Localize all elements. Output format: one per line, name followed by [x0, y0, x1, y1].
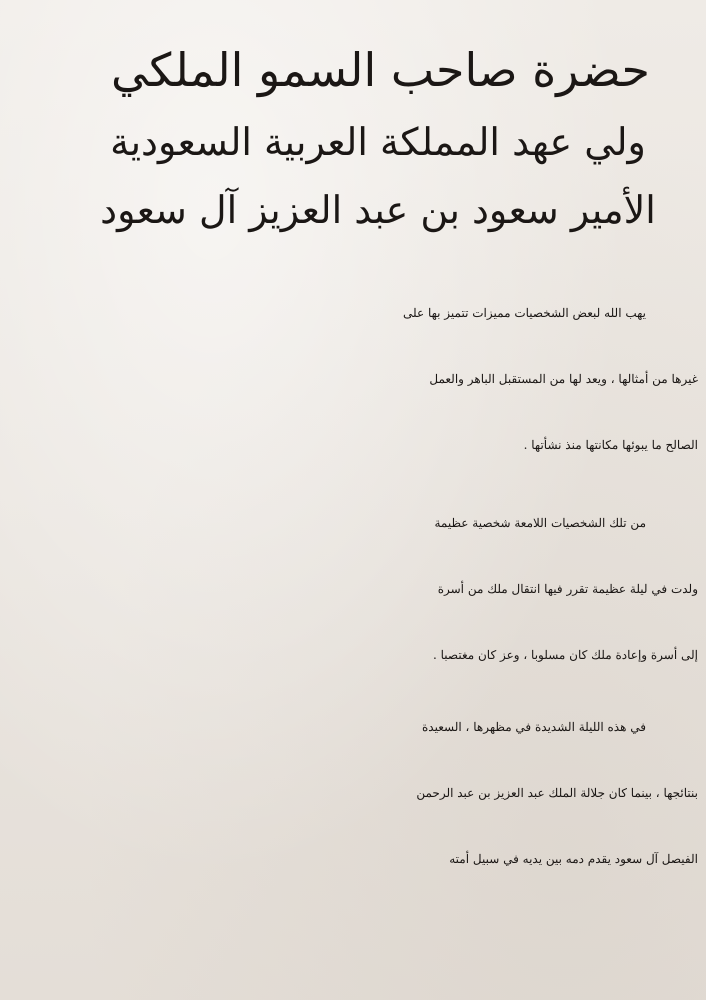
text-line: من تلك الشخصيات اللامعة شخصية عظيمة [434, 516, 646, 530]
paragraph-2 [0, 490, 706, 688]
header-subtitle: ولي عهد المملكة العربية السعودية [110, 120, 646, 164]
text-line: الصالح ما يبوئها مكانتها منذ نشأتها . [523, 438, 698, 452]
body-text [0, 280, 706, 892]
header-title: حضرة صاحب السمو الملكي [111, 43, 650, 97]
text-line: ولدت في ليلة عظيمة تقرر فيها انتقال ملك من أسرة [437, 582, 698, 596]
text-line: إلى أسرة وإعادة ملك كان مسلوبا ، وعز كان مغتصبا . [433, 648, 698, 662]
text-line: بنتائجها ، بينما كان جلالة الملك عبد العزيز بن عبد الرحمن [416, 786, 698, 800]
text-line: غيرها من أمثالها ، ويعد لها من المستقبل الباهر والعمل [429, 372, 698, 386]
text-line: الفيصل آل سعود يقدم دمه بين يديه في سبيل أمته [449, 852, 698, 866]
paragraph-3 [0, 694, 706, 892]
paragraph-1 [0, 280, 706, 478]
text-line: في هذه الليلة الشديدة في مظهرها ، السعيدة [422, 720, 646, 734]
text-line: يهب الله لبعض الشخصيات مميزات تتميز بها على [403, 306, 646, 320]
header-name: الأمير سعود بن عبد العزيز آل سعود [100, 188, 656, 232]
dedication-header [0, 40, 706, 238]
